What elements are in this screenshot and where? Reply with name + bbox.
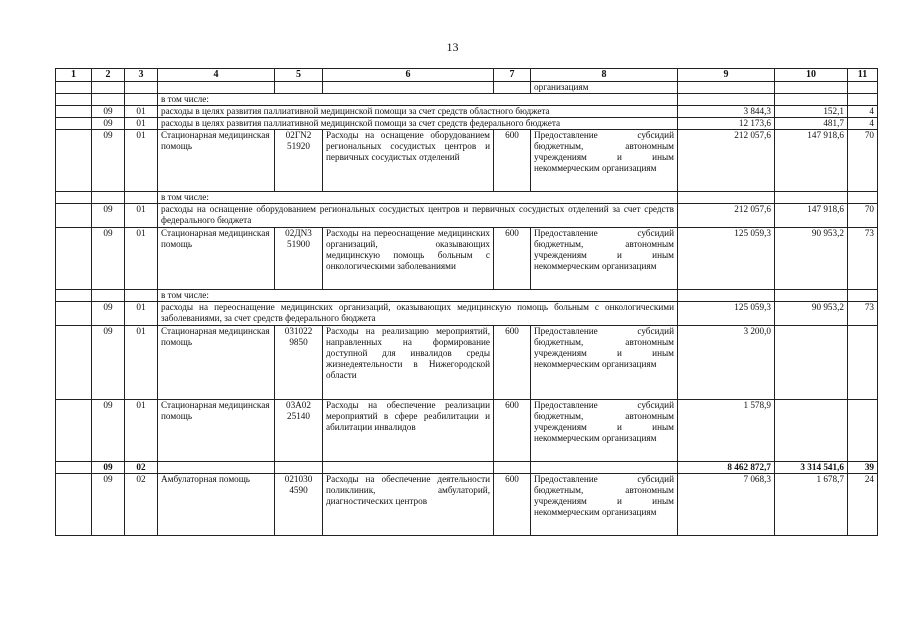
table-cell: 09 xyxy=(92,462,125,474)
table-cell: 24 xyxy=(848,474,878,536)
table-row xyxy=(56,82,878,94)
table-cell: 152,1 xyxy=(775,106,848,118)
table-cell: 70 xyxy=(848,204,878,228)
table-cell: Предоставление субсидий бюджетным, автономным учреждениям и иным некоммерческим организациям xyxy=(531,228,678,290)
table-cell: 600 xyxy=(494,228,531,290)
table-cell: Стационарная медицинская помощь xyxy=(158,400,275,462)
table-cell: Расходы на обеспечение деятельности поликлиник, амбулаторий, диагностических центров xyxy=(323,474,494,536)
table-cell: 4 xyxy=(848,106,878,118)
table-cell xyxy=(848,400,878,462)
table-cell: 01 xyxy=(125,106,158,118)
header-col-6: 6 xyxy=(323,69,494,82)
table-cell: 1 678,7 xyxy=(775,474,848,536)
header-col-8: 8 xyxy=(531,69,678,82)
table-cell: 147 918,6 xyxy=(775,204,848,228)
table-cell: 09 xyxy=(92,302,125,326)
table-cell: 09 xyxy=(92,400,125,462)
table-cell: 02ДN3 51900 xyxy=(275,228,323,290)
table-cell: 3 844,3 xyxy=(678,106,775,118)
table-row xyxy=(56,94,878,106)
table-cell: 73 xyxy=(848,228,878,290)
table-cell: Предоставление субсидий бюджетным, автономным учреждениям и иным некоммерческим организациям xyxy=(531,474,678,536)
table-cell: 09 xyxy=(92,326,125,400)
table-cell: Расходы на обеспечение реализации мероприятий в сфере реабилитации и абилитации инвалидов xyxy=(323,400,494,462)
table-cell: 481,7 xyxy=(775,118,848,130)
header-col-9: 9 xyxy=(678,69,775,82)
table-cell: 125 059,3 xyxy=(678,228,775,290)
subtotal-row xyxy=(56,462,878,474)
table-cell: расходы в целях развития паллиативной медицинской помощи за счет средств федерального бюджета xyxy=(158,118,678,130)
table-cell: 01 xyxy=(125,228,158,290)
table-cell: 01 xyxy=(125,204,158,228)
table-cell: 021030 4590 xyxy=(275,474,323,536)
budget-table xyxy=(55,68,878,536)
table-cell: 01 xyxy=(125,302,158,326)
table-cell: Стационарная медицинская помощь xyxy=(158,130,275,192)
table-cell: 02 xyxy=(125,474,158,536)
table-cell: 4 xyxy=(848,118,878,130)
header-col-7: 7 xyxy=(494,69,531,82)
table-cell: 1 578,9 xyxy=(678,400,775,462)
table-cell: расходы в целях развития паллиативной медицинской помощи за счет средств областного бюджета xyxy=(158,106,678,118)
table-cell: 600 xyxy=(494,130,531,192)
table-cell: 73 xyxy=(848,302,878,326)
header-col-2: 2 xyxy=(92,69,125,82)
header-col-10: 10 xyxy=(775,69,848,82)
table-cell: 3 200,0 xyxy=(678,326,775,400)
table-cell: 8 462 872,7 xyxy=(678,462,775,474)
header-col-5: 5 xyxy=(275,69,323,82)
table-cell: Расходы на переоснащение медицинских организаций, оказывающих медицинскую помощь больным с онкологическими заболеваниями xyxy=(323,228,494,290)
table-cell: 212 057,6 xyxy=(678,130,775,192)
table-cell: 39 xyxy=(848,462,878,474)
table-cell: 90 953,2 xyxy=(775,228,848,290)
table-row xyxy=(56,326,878,400)
table-cell: 09 xyxy=(92,204,125,228)
header-col-4: 4 xyxy=(158,69,275,82)
table-row xyxy=(56,290,878,302)
table-cell: 600 xyxy=(494,326,531,400)
table-cell: организациям xyxy=(531,82,678,94)
table-cell: 90 953,2 xyxy=(775,302,848,326)
table-row xyxy=(56,106,878,118)
table-row xyxy=(56,204,878,228)
table-cell: 12 173,6 xyxy=(678,118,775,130)
table-cell: 02ГN2 51920 xyxy=(275,130,323,192)
table-row xyxy=(56,130,878,192)
table-cell: 7 068,3 xyxy=(678,474,775,536)
header-col-11: 11 xyxy=(848,69,878,82)
table-cell: Стационарная медицинская помощь xyxy=(158,228,275,290)
table-cell: расходы на переоснащение медицинских организаций, оказывающих медицинскую помощь больным с онкологическими заболеваниями, за счет средств федерального бюджета xyxy=(158,302,678,326)
table-row xyxy=(56,118,878,130)
table-row xyxy=(56,302,878,326)
table-cell: 125 059,3 xyxy=(678,302,775,326)
header-col-1: 1 xyxy=(56,69,92,82)
page-number: 13 xyxy=(446,40,459,54)
table-cell: расходы на оснащение оборудованием региональных сосудистых центров и первичных сосудистых отделений за счет средств федерального бюджета xyxy=(158,204,678,228)
table-cell: 01 xyxy=(125,118,158,130)
section-subheading: в том числе: xyxy=(158,94,678,106)
table-cell: Предоставление субсидий бюджетным, автономным учреждениям и иным некоммерческим организациям xyxy=(531,326,678,400)
table-cell: 212 057,6 xyxy=(678,204,775,228)
table-cell: Расходы на реализацию мероприятий, направленных на формирование доступной для инвалидов среды жизнедеятельности в Нижегородской области xyxy=(323,326,494,400)
section-subheading: в том числе: xyxy=(158,290,678,302)
table-cell: 09 xyxy=(92,106,125,118)
table-cell: 02 xyxy=(125,462,158,474)
header-col-3: 3 xyxy=(125,69,158,82)
table-cell xyxy=(775,326,848,400)
table-row xyxy=(56,192,878,204)
table-cell: 01 xyxy=(125,400,158,462)
header-row xyxy=(56,69,878,82)
table-cell xyxy=(775,400,848,462)
table-cell: 03А02 25140 xyxy=(275,400,323,462)
table-cell: 01 xyxy=(125,130,158,192)
table-cell: 01 xyxy=(125,326,158,400)
table-cell: 600 xyxy=(494,474,531,536)
table-cell: 70 xyxy=(848,130,878,192)
table-cell: Стационарная медицинская помощь xyxy=(158,326,275,400)
table-cell: Амбулаторная помощь xyxy=(158,474,275,536)
table-cell: 09 xyxy=(92,130,125,192)
table-row xyxy=(56,400,878,462)
table-row xyxy=(56,474,878,536)
table-cell: Предоставление субсидий бюджетным, автономным учреждениям и иным некоммерческим организациям xyxy=(531,130,678,192)
table-cell: 600 xyxy=(494,400,531,462)
table-cell: Предоставление субсидий бюджетным, автономным учреждениям и иным некоммерческим организациям xyxy=(531,400,678,462)
table-cell: Расходы на оснащение оборудованием региональных сосудистых центров и первичных сосудистых отделений xyxy=(323,130,494,192)
table-cell: 09 xyxy=(92,118,125,130)
table-row xyxy=(56,228,878,290)
table-cell: 147 918,6 xyxy=(775,130,848,192)
table-cell: 3 314 541,6 xyxy=(775,462,848,474)
table-cell: 09 xyxy=(92,228,125,290)
table-cell xyxy=(848,326,878,400)
table-cell: 09 xyxy=(92,474,125,536)
table-cell: 031022 9850 xyxy=(275,326,323,400)
section-subheading: в том числе: xyxy=(158,192,678,204)
